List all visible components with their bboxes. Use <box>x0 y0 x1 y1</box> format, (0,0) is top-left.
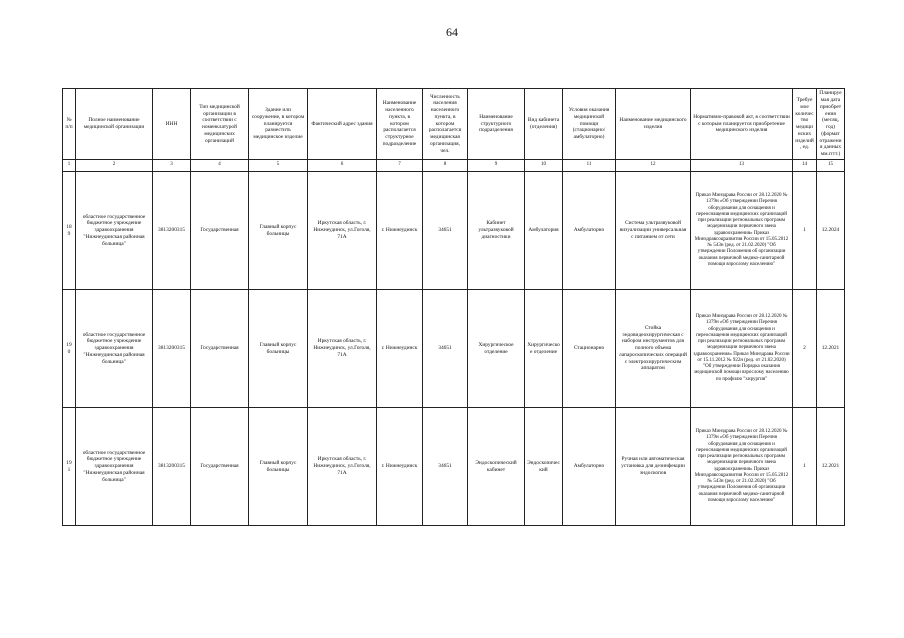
column-header: Требуемое количество медицинских изделий, ед. <box>793 89 817 160</box>
table-row <box>63 172 845 290</box>
cell-inn: 3813200315 <box>153 172 191 290</box>
cell-cabinet: Амбулатория <box>525 172 563 290</box>
cell-cabinet: Хирургическое отделение <box>525 290 563 408</box>
table-row <box>63 290 845 408</box>
column-number: 15 <box>817 160 845 172</box>
column-number: 6 <box>308 160 377 172</box>
column-header: Наименование структурного подразделения <box>468 89 525 160</box>
cell-num: 190 <box>63 290 76 408</box>
cell-settlement: г. Нижнеудинск <box>377 290 423 408</box>
cell-unit: Эндоскопический кабинет <box>468 408 525 526</box>
column-number: 14 <box>793 160 817 172</box>
column-header: № п/п <box>63 89 76 160</box>
column-header: Условия оказания медицинской помощи (стационарно/амбулаторно) <box>563 89 616 160</box>
cell-inn: 3813200315 <box>153 408 191 526</box>
cell-settlement: г. Нижнеудинск <box>377 172 423 290</box>
cell-settlement: г. Нижнеудинск <box>377 408 423 526</box>
cell-device: Стойка эндовидеохирургическая с набором инструментов для полного объема лапароскопических операций с электрохирургическим аппаратом <box>616 290 691 408</box>
cell-unit: Хирургическое отделение <box>468 290 525 408</box>
column-number: 9 <box>468 160 525 172</box>
column-number: 10 <box>525 160 563 172</box>
cell-address: Иркутская область, г. Нижнеудинск, ул.Гоголя, 71А <box>308 172 377 290</box>
equipment-table <box>62 88 845 526</box>
column-header: Вид кабинета (отделения) <box>525 89 563 160</box>
column-header: Наименование медицинского изделия <box>616 89 691 160</box>
cell-norm: Приказ Минздрава России от 28.12.2020 № 1379н «Об утверждении Перечня оборудования для оснащения и переоснащения медицинских организаций при реализации региональных программ модернизации первичного звена здравоохранения» Приказ Минздрава России от 15.11.2012 № 922н (ред. от 21.02.2020) "Об утверждении Порядка оказания медицинской помощи взрослому населению по профилю "хирургия" <box>691 290 793 408</box>
cell-org: областное государственное бюджетное учреждение здравоохранения "Нижнеудинская районная больница" <box>76 408 153 526</box>
cell-date: 12.2024 <box>817 172 845 290</box>
column-header: Здание или сооружение, в котором планируется разместить медицинское изделие <box>249 89 308 160</box>
column-number: 12 <box>616 160 691 172</box>
cell-conditions: Стационарно <box>563 290 616 408</box>
column-header: Наименование населенного пункта, в котором располагается структурное подразделение <box>377 89 423 160</box>
column-number: 3 <box>153 160 191 172</box>
cell-num: 189 <box>63 172 76 290</box>
cell-norm: Приказ Минздрава России от 28.12.2020 № 1379н «Об утверждении Перечня оборудования для оснащения и переоснащения медицинских организаций при реализации региональных программ модернизации первичного звена здравоохранения» Приказ Минздравсоцразвития России от 15.05.2012 № 543н (ред. от 21.02.2020) "Об утверждении Положения об организации оказания первичной медико-санитарной помощи взрослому населению" <box>691 172 793 290</box>
table-row <box>63 408 845 526</box>
cell-date: 12.2021 <box>817 290 845 408</box>
column-number: 4 <box>191 160 249 172</box>
cell-building: Главный корпус больницы <box>249 408 308 526</box>
column-number: 2 <box>76 160 153 172</box>
cell-conditions: Амбулаторно <box>563 172 616 290</box>
cell-device: Система ультразвуковой визуализации универсальная с питанием от сети <box>616 172 691 290</box>
cell-population: 34651 <box>423 290 468 408</box>
cell-conditions: Амбулаторно <box>563 408 616 526</box>
column-number-row <box>63 160 845 172</box>
cell-org: областное государственное бюджетное учреждение здравоохранения "Нижнеудинская районная больница" <box>76 172 153 290</box>
column-number: 7 <box>377 160 423 172</box>
cell-population: 34651 <box>423 172 468 290</box>
cell-building: Главный корпус больницы <box>249 290 308 408</box>
column-header: Нормативно-правовой акт, в соответствии с которым планируется приобретение медицинского изделия <box>691 89 793 160</box>
column-header: Полное наименование медицинской организации <box>76 89 153 160</box>
cell-device: Ручная или автоматическая установка для дезинфекции эндоскопов <box>616 408 691 526</box>
cell-population: 34651 <box>423 408 468 526</box>
cell-num: 191 <box>63 408 76 526</box>
cell-building: Главный корпус больницы <box>249 172 308 290</box>
cell-address: Иркутская область, г. Нижнеудинск, ул.Гоголя, 71А <box>308 290 377 408</box>
cell-address: Иркутская область, г. Нижнеудинск, ул.Гоголя, 71А <box>308 408 377 526</box>
cell-qty: 1 <box>793 172 817 290</box>
cell-org: областное государственное бюджетное учреждение здравоохранения "Нижнеудинская районная больница" <box>76 290 153 408</box>
column-header: Фактический адрес здания <box>308 89 377 160</box>
column-number: 11 <box>563 160 616 172</box>
page-number: 64 <box>446 25 458 39</box>
cell-cabinet: Эндоскопический <box>525 408 563 526</box>
cell-inn: 3813200315 <box>153 290 191 408</box>
column-number: 8 <box>423 160 468 172</box>
header-row <box>63 89 845 160</box>
cell-unit: Кабинет ультразвуковой диагностики <box>468 172 525 290</box>
column-header: ИНН <box>153 89 191 160</box>
cell-type: Государственная <box>191 290 249 408</box>
cell-type: Государственная <box>191 408 249 526</box>
cell-norm: Приказ Минздрава России от 28.12.2020 № 1379н «Об утверждении Перечня оборудования для оснащения и переоснащения медицинских организаций при реализации региональных программ модернизации первичного звена здравоохранения» Приказ Минздравсоцразвития России от 15.05.2012 № 543н (ред. от 21.02.2020) "Об утверждении Положения об организации оказания первичной медико-санитарной помощи взрослому населению" <box>691 408 793 526</box>
column-number: 5 <box>249 160 308 172</box>
column-header: Численность населения населенного пункта, в котором располагается медицинская организация, чел. <box>423 89 468 160</box>
column-number: 13 <box>691 160 793 172</box>
cell-qty: 2 <box>793 290 817 408</box>
cell-qty: 1 <box>793 408 817 526</box>
column-header: Планируемая дата приобретения (месяц, год) (формат отражения данных мм.гггг.) <box>817 89 845 160</box>
column-number: 1 <box>63 160 76 172</box>
cell-type: Государственная <box>191 172 249 290</box>
column-header: Тип медицинской организации в соответствии с номенклатурой медицинских организаций <box>191 89 249 160</box>
cell-date: 12.2021 <box>817 408 845 526</box>
